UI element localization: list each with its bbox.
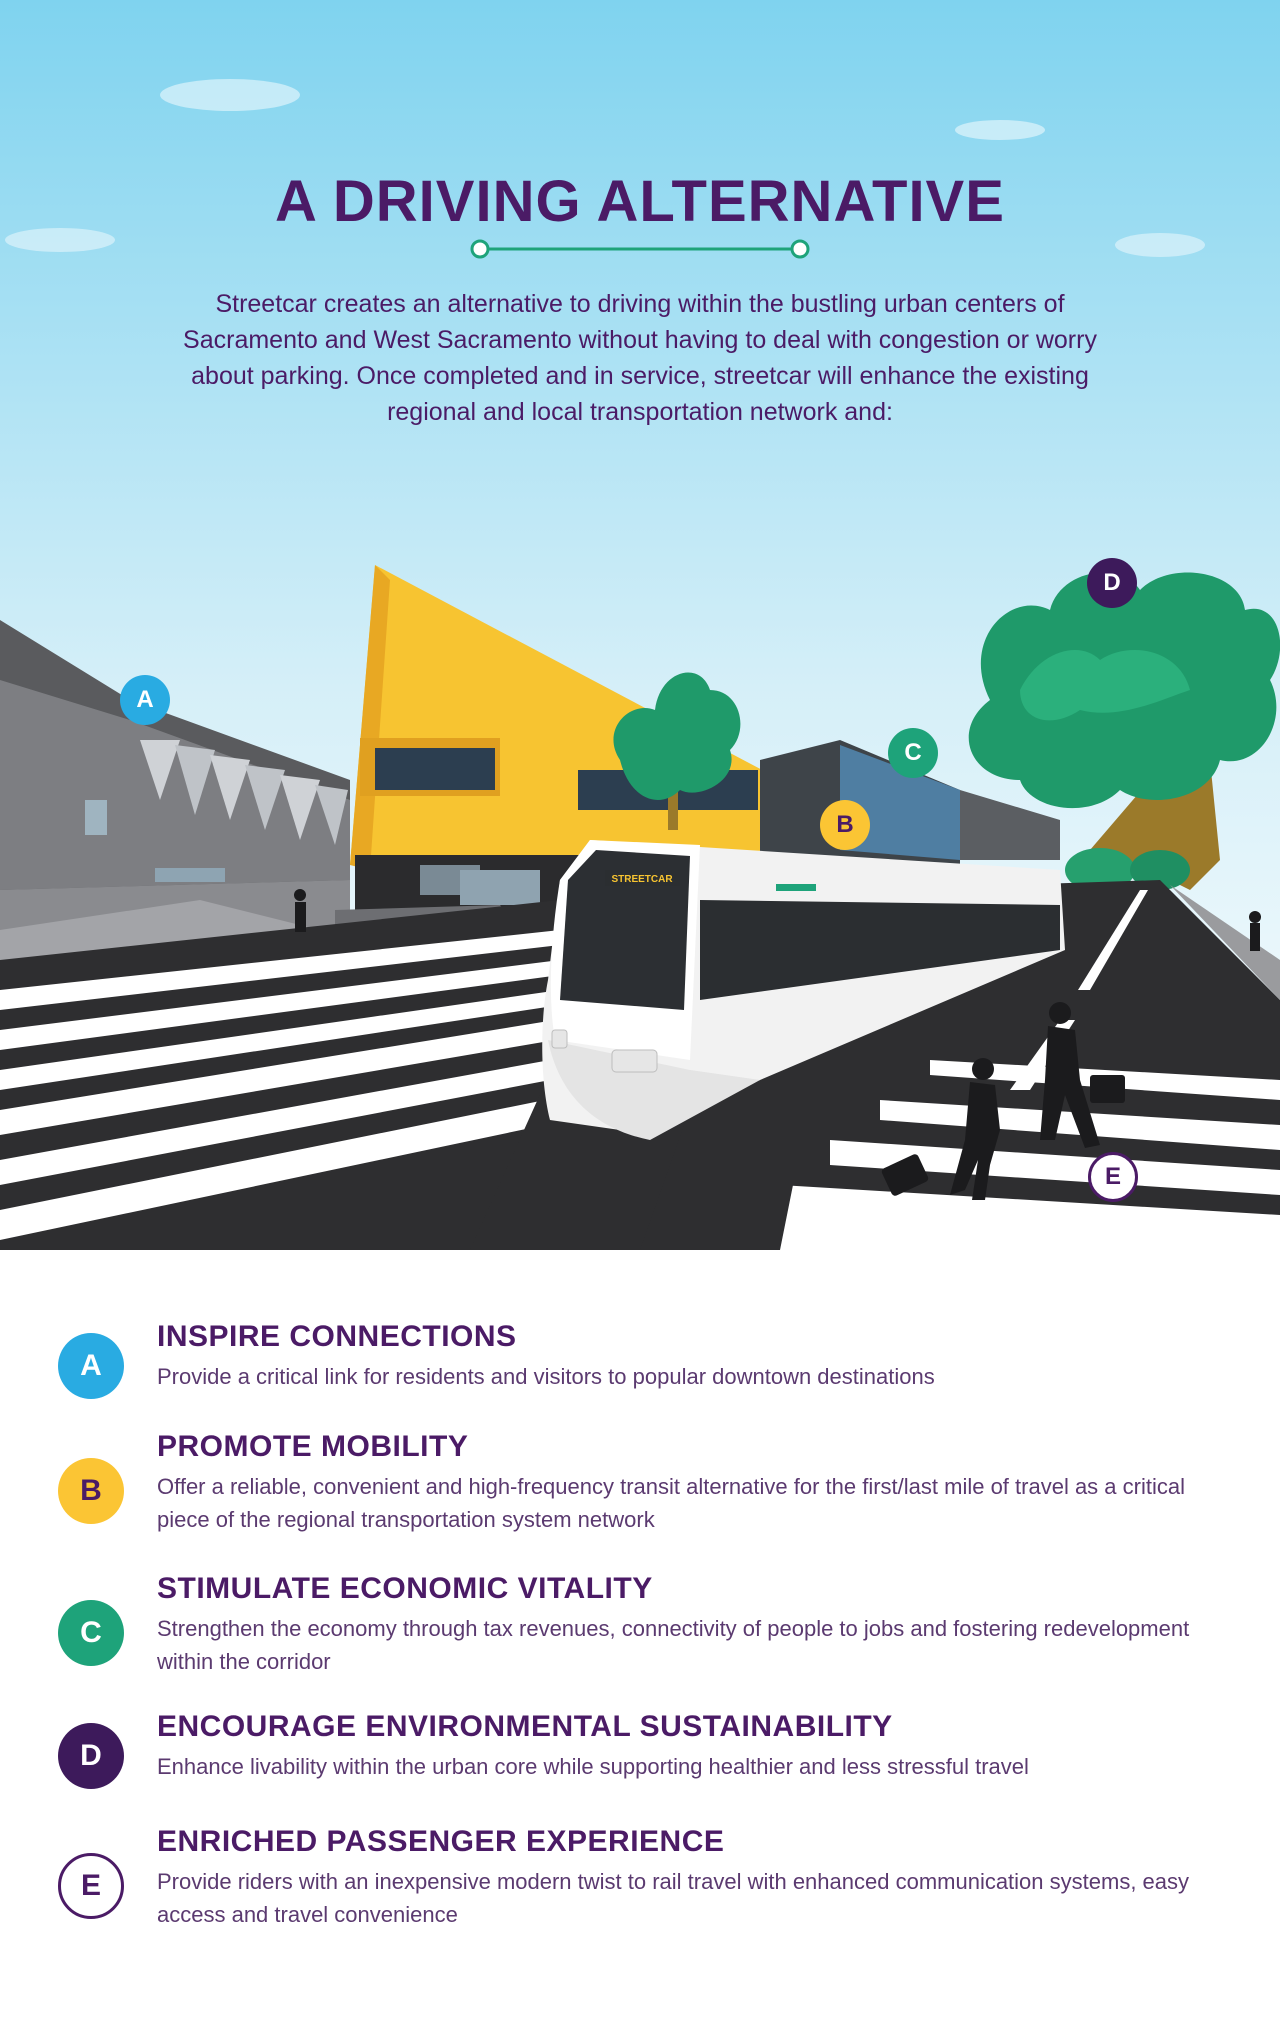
scene-marker-c: C xyxy=(888,728,938,778)
page-title: A DRIVING ALTERNATIVE xyxy=(275,169,1005,234)
badge-e: E xyxy=(58,1853,124,1919)
item-description: Provide riders with an inexpensive modern twist to rail travel with enhanced communication systems, easy access and travel convenience xyxy=(157,1869,1190,1927)
item-title: INSPIRE CONNECTIONS xyxy=(157,1320,517,1353)
item-title: ENRICHED PASSENGER EXPERIENCE xyxy=(157,1825,725,1858)
item-description: Strengthen the economy through tax revenues, connectivity of people to jobs and fostering redevelopment within the corridor xyxy=(157,1616,1190,1674)
item-description: Provide a critical link for residents and visitors to popular downtown destinations xyxy=(157,1364,935,1389)
badge-d: D xyxy=(58,1723,124,1789)
scene-marker-e: E xyxy=(1088,1152,1138,1202)
scene-marker-b: B xyxy=(820,800,870,850)
item-description: Enhance livability within the urban core while supporting healthier and less stressful travel xyxy=(157,1754,1029,1779)
item-title: ENCOURAGE ENVIRONMENTAL SUSTAINABILITY xyxy=(157,1710,893,1743)
scene-marker-d: D xyxy=(1087,558,1137,608)
item-description: Offer a reliable, convenient and high-frequency transit alternative for the first/last mile of travel as a critical piece of the regional transportation system network xyxy=(157,1474,1185,1532)
streetcar-destination-sign: STREETCAR xyxy=(611,874,673,885)
badge-a: A xyxy=(58,1333,124,1399)
intro-paragraph: Streetcar creates an alternative to driving within the bustling urban centers of Sacramento and West Sacramento without having to deal with congestion or worry about parking. Once completed and in service, streetcar will enhance the existing regional and local transportation network and: xyxy=(183,290,1097,426)
badge-c: C xyxy=(58,1600,124,1666)
scene-marker-a: A xyxy=(120,675,170,725)
badge-b: B xyxy=(58,1458,124,1524)
item-title: STIMULATE ECONOMIC VITALITY xyxy=(157,1572,653,1605)
title-divider xyxy=(470,236,810,262)
item-title: PROMOTE MOBILITY xyxy=(157,1430,469,1463)
